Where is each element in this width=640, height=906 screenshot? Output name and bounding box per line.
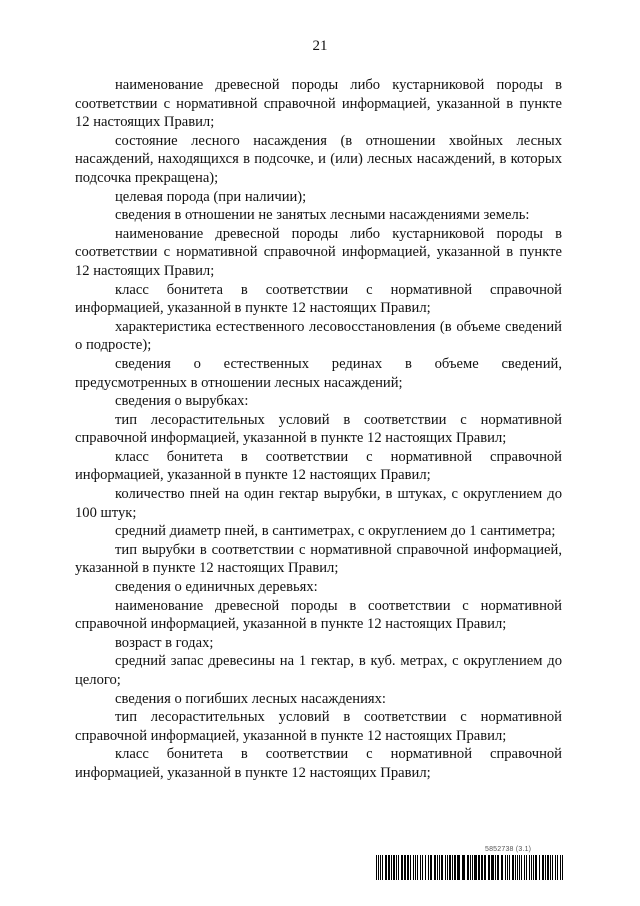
barcode-bar <box>376 855 377 880</box>
barcode-bar <box>507 855 508 880</box>
barcode-bar <box>382 855 383 880</box>
paragraph: тип лесорастительных условий в соответствии с нормативной справочной информацией, указанной в пункте 12 настоящих Правил; <box>75 411 562 447</box>
barcode-bar <box>529 855 530 880</box>
paragraph: сведения о погибших лесных насаждениях: <box>115 690 386 707</box>
barcode-bar <box>550 855 551 880</box>
barcode-bar <box>467 855 469 880</box>
paragraph: сведения о вырубках: <box>115 393 249 410</box>
barcode-bar <box>509 855 510 880</box>
barcode-bar <box>393 855 395 880</box>
barcode-bar <box>452 855 453 880</box>
barcode-bar <box>519 855 520 880</box>
barcode-bar <box>449 855 451 880</box>
paragraph: наименование древесной породы либо кустарниковой породы в соответствии с нормативной справочной информацией, указанной в пункте 12 настоящих Правил; <box>75 225 562 279</box>
barcode-bar <box>533 855 534 880</box>
barcode-bar <box>385 855 387 880</box>
barcode-bar <box>547 855 549 880</box>
barcode-bar <box>517 855 518 880</box>
barcode-bar <box>555 855 556 880</box>
barcode-bar <box>562 855 563 880</box>
barcode-bar <box>488 855 490 880</box>
barcode-bar <box>462 855 465 880</box>
barcode-bar <box>422 855 423 880</box>
paragraph: сведения в отношении не занятых лесными насаждениями земель: <box>115 207 530 224</box>
barcode-bar <box>535 855 537 880</box>
barcode-bar <box>401 855 403 880</box>
barcode-bar <box>413 855 414 880</box>
paragraph: целевая порода (при наличии); <box>115 188 307 205</box>
barcode-bar <box>542 855 544 880</box>
document-body <box>75 76 562 783</box>
paragraph: класс бонитета в соответствии с нормативной справочной информацией, указанной в пункте 12 настоящих Правил; <box>75 448 562 484</box>
barcode <box>376 855 563 880</box>
paragraph: состояние лесного насаждения (в отношении хвойных лесных насаждений, находящихся в подсочке, и (или) лесных насаждений, в которых подсочка прекращена); <box>75 132 562 186</box>
paragraph: средний диаметр пней, в сантиметрах, с округлением до 1 сантиметра; <box>115 523 556 540</box>
barcode-bar <box>557 855 558 880</box>
barcode-bar <box>380 855 381 880</box>
paragraph: тип лесорастительных условий в соответствии с нормативной справочной информацией, указанной в пункте 12 настоящих Правил; <box>75 709 562 744</box>
barcode-bar <box>481 855 483 880</box>
barcode-bar <box>495 855 496 880</box>
barcode-bar <box>524 855 525 880</box>
barcode-bar <box>417 855 418 880</box>
barcode-bar <box>378 855 379 880</box>
barcode-bar <box>430 855 432 880</box>
barcode-bar <box>398 855 399 880</box>
barcode-bar <box>428 855 429 880</box>
barcode-bar <box>497 855 499 880</box>
barcode-bar <box>454 855 456 880</box>
paragraph: класс бонитета в соответствии с нормативной справочной информацией, указанной в пункте 12 настоящих Правил; <box>75 281 562 317</box>
page-number: 21 <box>312 38 328 54</box>
paragraph: наименование древесной породы в соответствии с нормативной справочной информацией, указанной в пункте 12 настоящих Правил; <box>75 597 562 633</box>
paragraph: характеристика естественного лесовосстановления (в объеме сведений о подросте); <box>75 318 562 354</box>
paragraph: количество пней на один гектар вырубки, в штуках, с округлением до 100 штук; <box>75 486 562 521</box>
barcode-bar <box>531 855 532 880</box>
paragraph: класс бонитета в соответствии с нормативной справочной информацией, указанной в пункте 12 настоящих Правил; <box>75 746 562 781</box>
barcode-bar <box>445 855 446 880</box>
barcode-bar <box>407 855 409 880</box>
barcode-bar <box>560 855 561 880</box>
barcode-bar <box>439 855 440 880</box>
barcode-bar <box>521 855 522 880</box>
barcode-bar <box>404 855 406 880</box>
barcode-bar <box>437 855 438 880</box>
barcode-bar <box>526 855 527 880</box>
barcode-bar <box>434 855 436 880</box>
barcode-bar <box>539 855 540 880</box>
barcode-bar <box>470 855 471 880</box>
barcode-bar <box>552 855 553 880</box>
barcode-bar <box>478 855 480 880</box>
barcode-bar <box>474 855 477 880</box>
barcode-bar <box>388 855 390 880</box>
barcode-bar <box>396 855 397 880</box>
paragraph: сведения о естественных рединах в объеме сведений, предусмотренных в отношении лесных насаждений; <box>75 355 562 391</box>
barcode-bar <box>512 855 514 880</box>
barcode-bar <box>484 855 486 880</box>
paragraph: средний запас древесины на 1 гектар, в куб. метрах, с округлением до целого; <box>75 653 562 688</box>
barcode-bar <box>491 855 494 880</box>
paragraph: тип вырубки в соответствии с нормативной справочной информацией, указанной в пункте 12 настоящих Правил; <box>75 541 562 577</box>
barcode-bar <box>441 855 443 880</box>
barcode-bar <box>447 855 448 880</box>
barcode-bar <box>545 855 546 880</box>
paragraph: наименование древесной породы либо кустарниковой породы в соответствии с нормативной справочной информацией, указанной в пункте 12 настоящих Правил; <box>75 77 562 131</box>
barcode-bar <box>472 855 473 880</box>
barcode-bar <box>420 855 421 880</box>
document-code: 5852738 (3.1) <box>485 846 532 853</box>
barcode-bar <box>415 855 416 880</box>
barcode-bar <box>391 855 392 880</box>
barcode-bar <box>410 855 411 880</box>
paragraph: сведения о единичных деревьях: <box>115 579 318 596</box>
barcode-bar <box>457 855 460 880</box>
barcode-bar <box>425 855 426 880</box>
paragraph: возраст в годах; <box>115 634 214 651</box>
barcode-bar <box>505 855 506 880</box>
barcode-bar <box>501 855 503 880</box>
barcode-bar <box>515 855 516 880</box>
